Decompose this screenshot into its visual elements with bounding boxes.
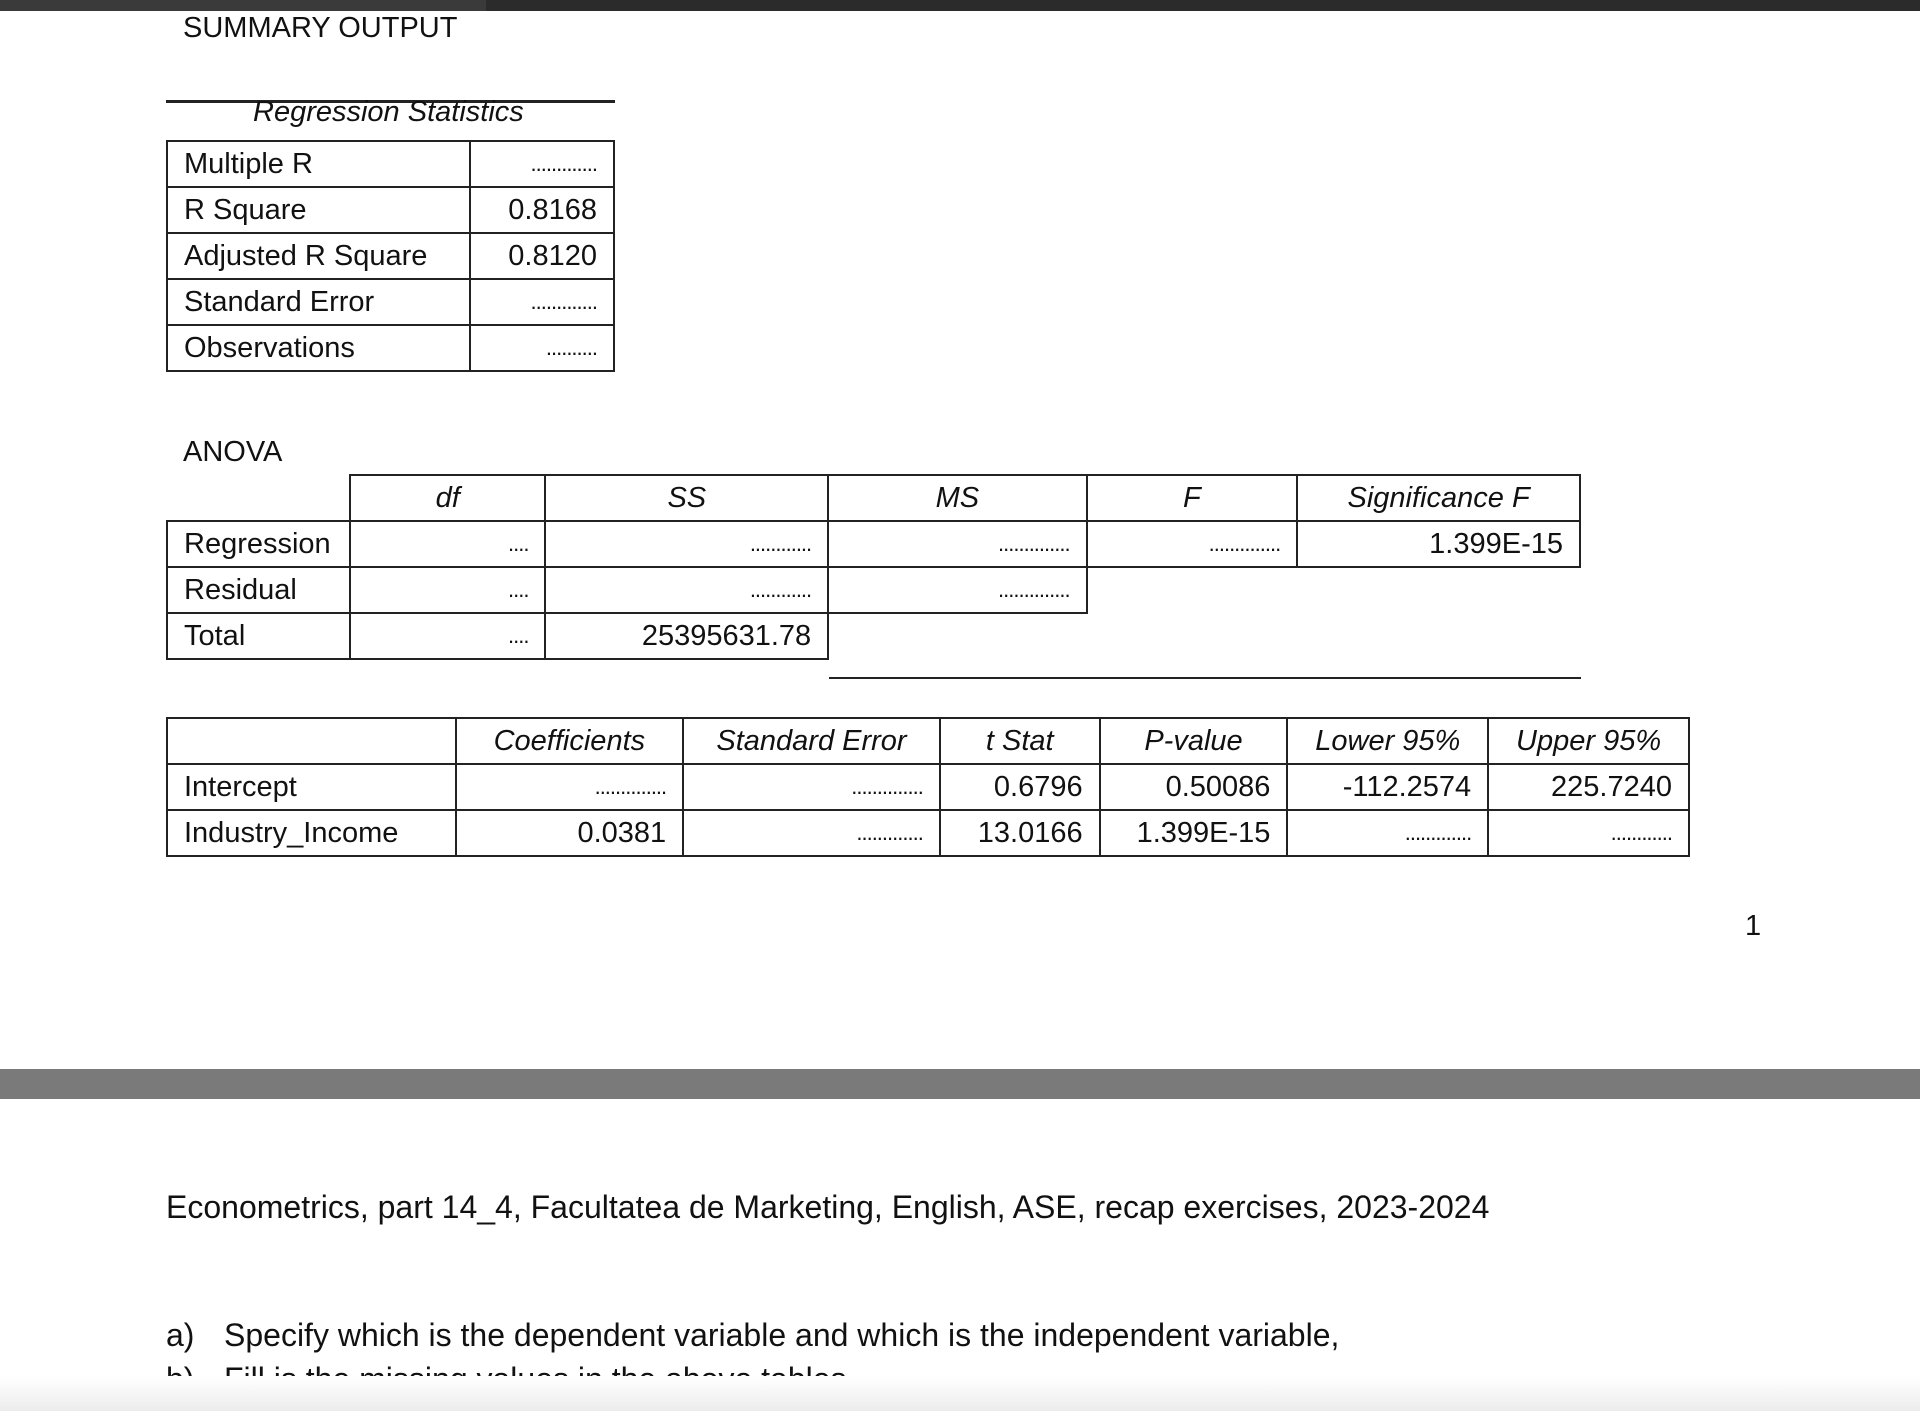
- regression-statistics-table: [166, 140, 615, 372]
- intercept-standard-error: ..............: [683, 764, 940, 810]
- header-ms: MS: [828, 475, 1086, 521]
- table-row: [167, 325, 614, 371]
- anova-bottom-rule: [829, 677, 1581, 679]
- row-label: R Square: [167, 187, 470, 233]
- header-t-stat: t Stat: [940, 718, 1100, 764]
- residual-df: ....: [350, 567, 545, 613]
- intercept-upper-95: 225.7240: [1488, 764, 1689, 810]
- row-label: Regression: [167, 521, 350, 567]
- header-standard-error: Standard Error: [683, 718, 940, 764]
- table-header-row: [167, 718, 1689, 764]
- summary-output-title: SUMMARY OUTPUT: [183, 12, 458, 44]
- window-top-bar: [0, 0, 1920, 11]
- row-label: Industry_Income: [167, 810, 456, 856]
- coefficients-table: [166, 717, 1690, 857]
- header-empty: [167, 718, 456, 764]
- table-row: [167, 233, 614, 279]
- table-row: [167, 810, 1689, 856]
- intercept-p-value: 0.50086: [1100, 764, 1288, 810]
- table-row: [167, 567, 1580, 613]
- empty-cell: [828, 613, 1086, 659]
- industry-income-standard-error: .............: [683, 810, 940, 856]
- total-ss: 25395631.78: [545, 613, 828, 659]
- row-label: Standard Error: [167, 279, 470, 325]
- row-label: Intercept: [167, 764, 456, 810]
- r-square-value: 0.8168: [470, 187, 614, 233]
- header-ss: SS: [545, 475, 828, 521]
- significance-f-value: 1.399E-15: [1297, 521, 1580, 567]
- regression-statistics-title: Regression Statistics: [253, 96, 524, 128]
- header-p-value: P-value: [1100, 718, 1288, 764]
- header-empty: [167, 475, 350, 521]
- industry-income-p-value: 1.399E-15: [1100, 810, 1288, 856]
- table-row: [167, 187, 614, 233]
- row-label: Multiple R: [167, 141, 470, 187]
- empty-cell: [1297, 567, 1580, 613]
- header-f: F: [1087, 475, 1298, 521]
- regression-ss: ............: [545, 521, 828, 567]
- intercept-t-stat: 0.6796: [940, 764, 1100, 810]
- residual-ms: ..............: [828, 567, 1086, 613]
- industry-income-upper-95: ............: [1488, 810, 1689, 856]
- empty-cell: [1087, 613, 1298, 659]
- empty-cell: [1087, 567, 1298, 613]
- intercept-coefficient: ..............: [456, 764, 684, 810]
- row-label: Residual: [167, 567, 350, 613]
- industry-income-t-stat: 13.0166: [940, 810, 1100, 856]
- row-label: Observations: [167, 325, 470, 371]
- regression-ms: ..............: [828, 521, 1086, 567]
- table-row: [167, 613, 1580, 659]
- question-a-marker: a): [166, 1317, 195, 1353]
- row-label: Adjusted R Square: [167, 233, 470, 279]
- regression-df: ....: [350, 521, 545, 567]
- document-page-1: [0, 11, 1920, 1069]
- table-row: [167, 141, 614, 187]
- header-upper-95: Upper 95%: [1488, 718, 1689, 764]
- top-bar-segment: [0, 0, 486, 11]
- standard-error-value: .............: [470, 279, 614, 325]
- intercept-lower-95: -112.2574: [1287, 764, 1488, 810]
- industry-income-lower-95: .............: [1287, 810, 1488, 856]
- table-row: [167, 764, 1689, 810]
- bottom-shadow: [0, 1376, 1920, 1411]
- empty-cell: [1297, 613, 1580, 659]
- anova-title: ANOVA: [183, 436, 283, 468]
- observations-value: ..........: [470, 325, 614, 371]
- table-header-row: [167, 475, 1580, 521]
- header-coefficients: Coefficients: [456, 718, 684, 764]
- residual-ss: ............: [545, 567, 828, 613]
- question-a-text: Specify which is the dependent variable and which is the independent variable,: [224, 1317, 1340, 1353]
- regression-f: ..............: [1087, 521, 1298, 567]
- course-title: Econometrics, part 14_4, Facultatea de Marketing, English, ASE, recap exercises, 2023-2024: [166, 1189, 1490, 1225]
- header-lower-95: Lower 95%: [1287, 718, 1488, 764]
- page-separator: [0, 1069, 1920, 1099]
- table-row: [167, 279, 614, 325]
- anova-table: [166, 474, 1581, 660]
- multiple-r-value: .............: [470, 141, 614, 187]
- table-row: [167, 521, 1580, 567]
- header-df: df: [350, 475, 545, 521]
- adjusted-r-square-value: 0.8120: [470, 233, 614, 279]
- row-label: Total: [167, 613, 350, 659]
- document-page-2: [0, 1099, 1920, 1411]
- industry-income-coefficient: 0.0381: [456, 810, 684, 856]
- page-number: 1: [1745, 910, 1762, 942]
- header-significance-f: Significance F: [1297, 475, 1580, 521]
- total-df: ....: [350, 613, 545, 659]
